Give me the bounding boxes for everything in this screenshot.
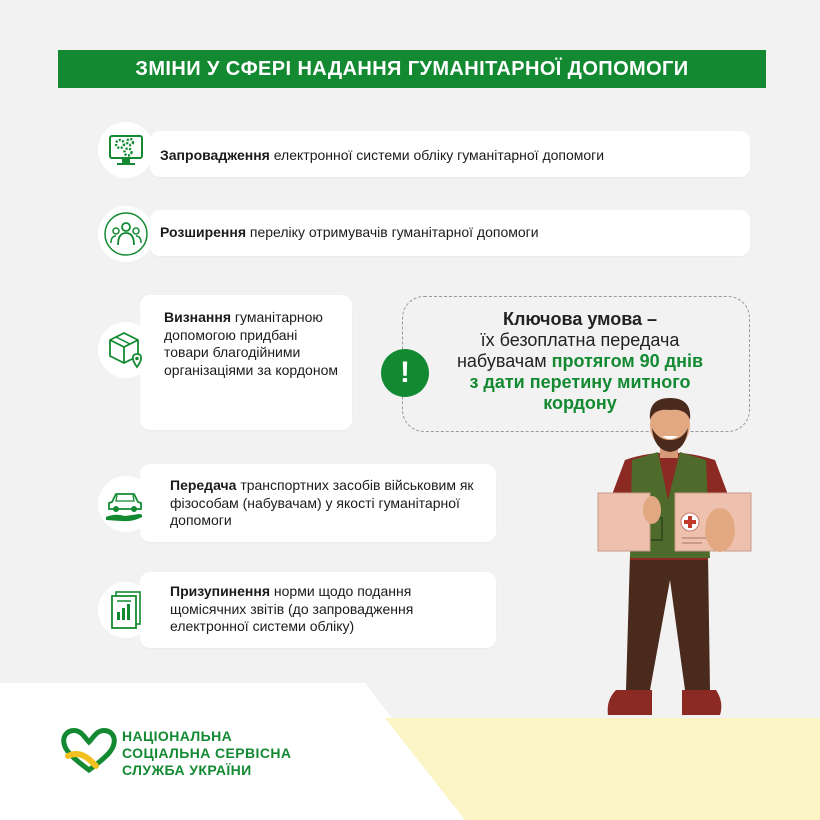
item-text — [170, 583, 490, 636]
item-rest: електронної системи обліку гуманітарної допомоги — [269, 147, 605, 163]
item-bold: Призупинення — [170, 583, 271, 599]
key-line4: кордону — [543, 393, 617, 413]
people-group-icon — [98, 206, 154, 262]
box-location-icon — [98, 322, 154, 378]
computer-gears-icon — [98, 122, 154, 178]
item-rest: транспортних засобів військовим як фізособам (набувачам) у якості гуманітарної допомоги — [170, 477, 474, 528]
item-rest: гуманітарною допомогою придбані товари благодійними організаціями за кордоном — [164, 309, 338, 378]
key-line2-highlight: протягом 90 днів — [551, 351, 704, 371]
key-line1: їх безоплатна передача — [480, 330, 680, 350]
item-text — [164, 309, 344, 379]
logo-heart-icon — [60, 726, 118, 774]
logo-line1: НАЦІОНАЛЬНА — [122, 728, 233, 744]
key-line2-prefix: набувачам — [456, 351, 552, 371]
item-bold: Передача — [170, 477, 237, 493]
item-text — [160, 146, 750, 164]
exclamation-icon: ! — [381, 349, 429, 397]
key-heading: Ключова умова – — [502, 309, 658, 329]
logo-text — [122, 728, 291, 779]
item-bold: Визнання — [164, 309, 231, 325]
volunteer-illustration — [590, 390, 760, 725]
key-line2 — [430, 351, 730, 372]
logo-line2: СОЦІАЛЬНА СЕРВІСНА — [122, 745, 292, 761]
car-hand-icon — [98, 476, 154, 532]
item-rest: переліку отримувачів гуманітарної допомоги — [246, 224, 539, 240]
key-line3: з дати перетину митного — [469, 372, 691, 392]
logo-line3: СЛУЖБА УКРАЇНИ — [122, 762, 252, 778]
report-document-icon — [98, 582, 154, 638]
item-rest: норми щодо подання щомісячних звітів (до запровадження електронної системи обліку) — [170, 583, 414, 634]
item-text — [160, 223, 750, 241]
item-bold: Запровадження — [160, 147, 270, 163]
page-title: ЗМІНИ У СФЕРІ НАДАННЯ ГУМАНІТАРНОЇ ДОПОМОГИ — [58, 50, 766, 88]
item-text — [170, 477, 490, 530]
item-bold: Розширення — [160, 224, 247, 240]
